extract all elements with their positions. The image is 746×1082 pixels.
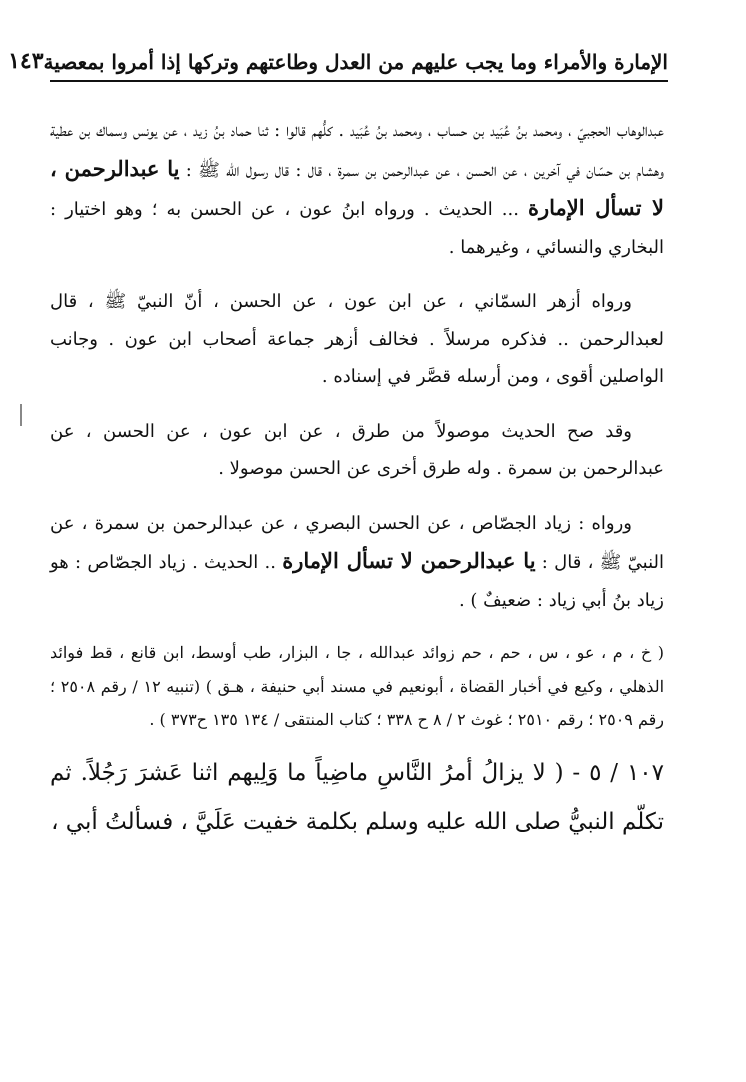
page-header [8,38,668,82]
paragraph-gap [50,403,664,404]
text-run: ... الحديث . ورواه ابنُ عون ، عن الحسن به ؛ وهو اختيار : البخاري والنسائي ، وغيرهما . [50,199,664,258]
text-run: .. الحديث . زياد الجصّاص : هو زياد بنُ أبي زياد : ضعيفٌ ) . [50,552,664,611]
text-run: عبدالوهاب الحجبيّ ، ومحمد بنُ عُبَيد بن حساب ، ومحمد بنُ عُبَيد . كلُّهم قالوا : ثنا حماد بنُ زيد ، عن يونس وسماك بن عطية وهشام بن حسّان في آخرين ، عن الحسن ، عن عبدالرحمن بن سمرة ، قال : قال رسول الله ﷺ : [50,120,664,181]
paragraph [50,283,664,396]
text-run: ورواه : زياد الجصّاص ، عن الحسن البصري ، عن عبدالرحمن بن سمرة ، عن النبيّ ﷺ ، قال : [50,512,664,573]
references-block: ( خ ، م ، عو ، س ، حم ، حم زوائد عبدالله ، جا ، البزار، طب أوسط، ابن قانع ، قط فوائد الذهلي ، وكيع في أخبار القضاة ، أبونعيم في مسند أبي حنيفة ، هـق ) (تنبيه ١٢ / رقم ٢٥٠٨ ؛ رقم ٢٥٠٩ ؛ رقم ٢٥١٠ ؛ غوث ٢ / ٨ ح ٣٣٨ ؛ كتاب المنتقى / ١٣٤ ١٣٥ ح٣٧٣ ) . [50,643,665,729]
paragraph-gap [50,273,664,274]
page-number: ١٤٣ [8,48,44,74]
bold-hadith-text: يا عبدالرحمن ، لا تسأل الإمارة [50,155,664,220]
paragraph [50,505,664,620]
paragraph-gap [50,495,664,496]
running-title: الإمارة والأمراء وما يجب عليهم من العدل وطاعتهم وتركها إذا أمروا بمعصية [43,50,668,74]
paragraph [50,413,664,488]
bold-hadith-text: يا عبدالرحمن لا تسأل الإمارة [282,548,536,573]
scan-edge-mark [20,404,22,426]
paragraph [50,112,664,266]
text-run: وقد صح الحديث موصولاً من طرق ، عن ابن عون ، عن الحسن ، عن عبدالرحمن بن سمرة . وله طرق أخرى عن الحسن موصولا . [50,420,664,479]
paragraph-gap [50,626,664,627]
page-body [50,112,664,847]
text-run: ورواه أزهر السمّاني ، عن ابن عون ، عن الحسن ، أنّ النبيّ ﷺ ، قال لعبدالرحمن .. فذكره مرسلاً . فخالف أزهر جماعة أصحاب ابن عون . وجانب الواصلين أقوى ، ومن أرسله قصَّر في إسناده . [50,291,664,387]
hadith-107: ١٠٧ / ٥ - ( لا يزالُ أمرُ النَّاسِ ماضِياً ما وَلِيهم اثنا عَشرَ رَجُلاً. ثم تكلّم النبيُّ صلى الله عليه وسلم بكلمة خفيت عَلَيَّ ، فسألتُ أبي ، [50,759,664,835]
